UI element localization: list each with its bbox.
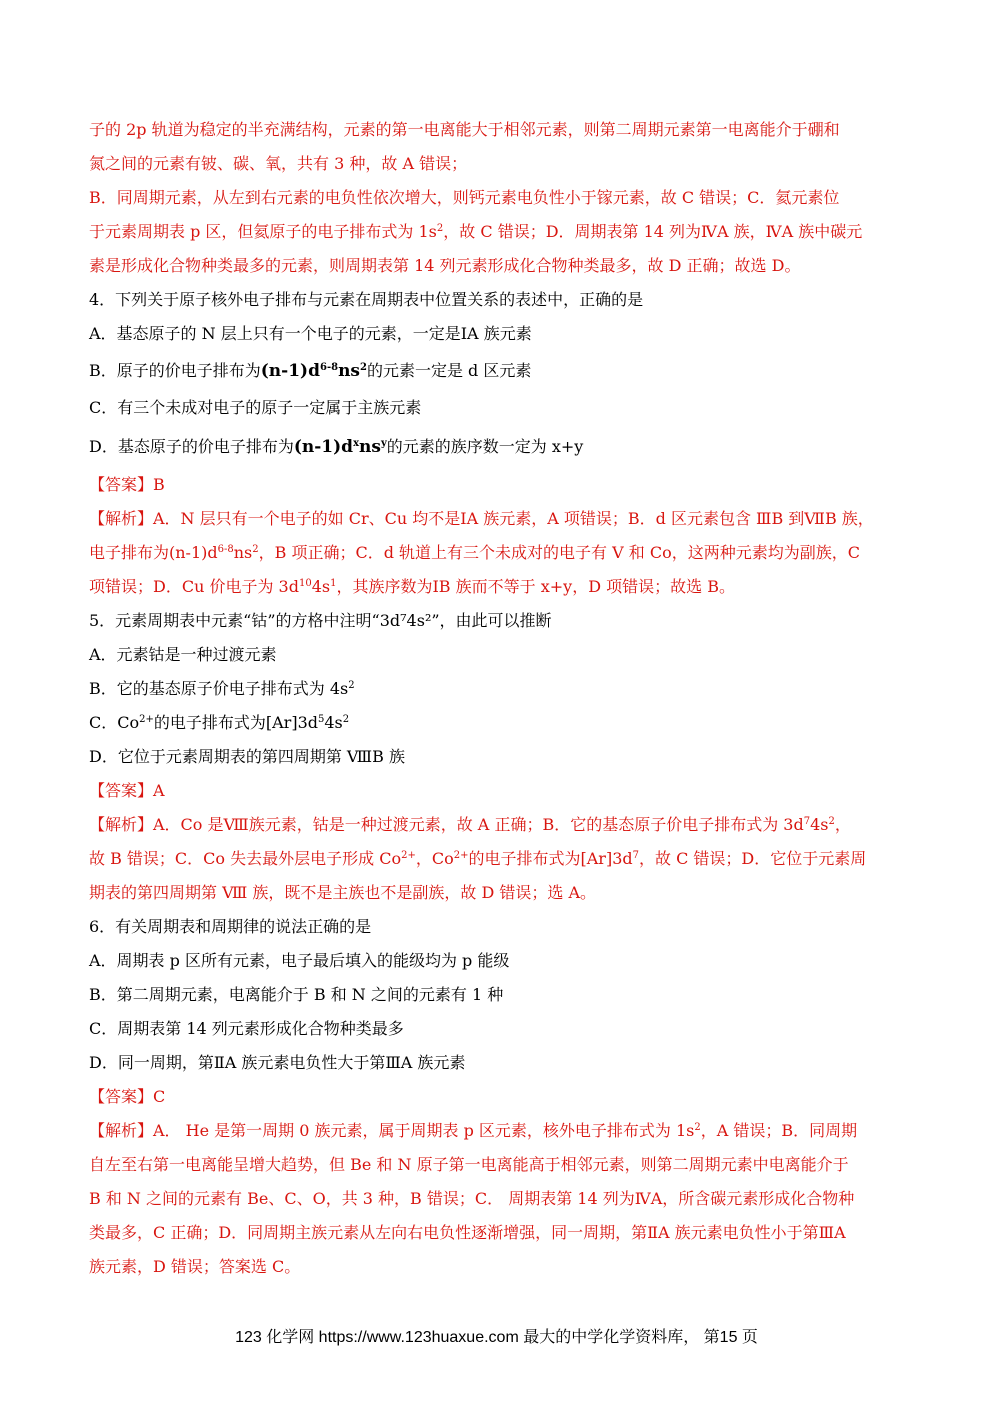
question-4-option-a: A．基态原子的 N 层上只有一个电子的元素，一定是ⅠA 族元素	[89, 324, 532, 343]
question-4-explanation-1: 【解析】A．N 层只有一个电子的如 Cr、Cu 均不是ⅠA 族元素，A 项错误；B．d 区元素包含 ⅢB 到ⅦB 族，	[89, 509, 874, 528]
question-5-explanation-2: 故 B 错误；C．Co 失去最外层电子形成 $Co^{2+}$，$Co^{2+}$的电子排布式为$[Ar]3d^7$，故 C 错误；D．它位于元素周	[89, 849, 867, 868]
question-6-explanation-4: 类最多，C 正确；D．同周期主族元素从左向右电负性逐渐增强，同一周期，第ⅡA 族元素电负性小于第ⅢA	[89, 1223, 846, 1242]
question-4-option-c: C．有三个未成对电子的原子一定属于主族元素	[89, 398, 422, 417]
question-6-option-d: D．同一周期，第ⅡA 族元素电负性大于第ⅢA 族元素	[89, 1053, 466, 1072]
question-6-explanation-2: 自左至右第一电离能呈增大趋势，但 Be 和 N 原子第一电离能高于相邻元素，则第二周期元素中电离能介于	[89, 1155, 849, 1174]
question-6-option-a: A．周期表 p 区所有元素，电子最后填入的能级均为 p 能级	[89, 951, 510, 970]
question-4-answer: 【答案】B	[89, 475, 165, 494]
question-6-answer: 【答案】C	[89, 1087, 166, 1106]
prev-explanation-line-2: 氮之间的元素有铍、碳、氧，共有 3 种，故 A 错误；	[89, 154, 468, 173]
question-5-answer: 【答案】A	[89, 781, 165, 800]
question-6-explanation-5: 族元素，D 错误；答案选 C。	[89, 1257, 301, 1276]
question-4-option-b: B．原子的价电子排布为$(n-1)d^{6-8}ns^2$的元素一定是 d 区元素	[89, 361, 532, 381]
question-6-option-b: B．第二周期元素，电离能介于 B 和 N 之间的元素有 1 种	[89, 985, 504, 1004]
question-5-option-a: A．元素钴是一种过渡元素	[89, 645, 277, 664]
page-footer: 123 化学网 https://www.123huaxue.com 最大的中学化学资料库， 第15 页	[235, 1329, 758, 1346]
prev-explanation-line-1: 子的 2p 轨道为稳定的半充满结构，元素的第一电离能大于相邻元素，则第二周期元素第一电离能介于硼和	[89, 120, 840, 139]
question-6-stem: 6．有关周期表和周期律的说法正确的是	[89, 917, 372, 936]
question-4-explanation-3: 项错误；D．Cu 价电子为 $3d^{10}4s^1$，其族序数为ⅠB 族而不等于 x+y，D 项错误；故选 B。	[89, 577, 735, 596]
question-5-stem: 5．元素周期表中元素“钴”的方格中注明“3d⁷4s²”，由此可以推断	[89, 611, 552, 630]
prev-explanation-line-5: 素是形成化合物种类最多的元素，则周期表第 14 列元素形成化合物种类最多，故 D 正确；故选 D。	[89, 256, 801, 275]
prev-explanation-line-3: B．同周期元素，从左到右元素的电负性依次增大，则钙元素电负性小于镓元素，故 C 错误；C．氦元素位	[89, 188, 840, 207]
formula-d: $(n-1)d^xns^y$	[293, 437, 387, 457]
question-5-explanation-1: 【解析】A．Co 是Ⅷ族元素，钴是一种过渡元素，故 A 正确；B．它的基态原子价电子排布式为 $3d^74s^2$，	[89, 815, 851, 834]
question-6-explanation-3: B 和 N 之间的元素有 Be、C、O，共 3 种，B 错误；C． 周期表第 14 列为ⅣA，所含碳元素形成化合物种	[89, 1189, 855, 1208]
formula-b: $(n-1)d^{6-8}ns^2$	[260, 361, 367, 381]
question-5-option-d: D．它位于元素周期表的第四周期第 ⅧB 族	[89, 747, 405, 766]
question-6-option-c: C．周期表第 14 列元素形成化合物种类最多	[89, 1019, 404, 1038]
question-5-option-b: B．它的基态原子价电子排布式为 $4s^2$	[89, 679, 355, 698]
question-4-explanation-2: 电子排布为$(n-1)d^{6-8}ns^2$，B 项正确；C．d 轨道上有三个未成对的电子有 V 和 Co，这两种元素均为副族，C	[89, 543, 860, 562]
question-4-option-d: D．基态原子的价电子排布为$(n-1)d^xns^y$的元素的族序数一定为 x+y	[89, 437, 584, 457]
question-6-explanation-1: 【解析】A． He 是第一周期 0 族元素，属于周期表 p 区元素，核外电子排布式为 $1s^2$，A 错误；B．同周期	[89, 1121, 858, 1140]
question-5-explanation-3: 期表的第四周期第 Ⅷ 族，既不是主族也不是副族，故 D 错误；选 A。	[89, 883, 597, 902]
prev-explanation-line-4: 于元素周期表 p 区，但氦原子的电子排布式为 $1s^2$，故 C 错误；D．周期表第 14 列为ⅣA 族，ⅣA 族中碳元	[89, 222, 863, 241]
question-5-option-c: C．$Co^{2+}$的电子排布式为$[Ar]3d^54s^2$	[89, 713, 350, 732]
question-4-stem: 4．下列关于原子核外电子排布与元素在周期表中位置关系的表述中，正确的是	[89, 290, 644, 309]
